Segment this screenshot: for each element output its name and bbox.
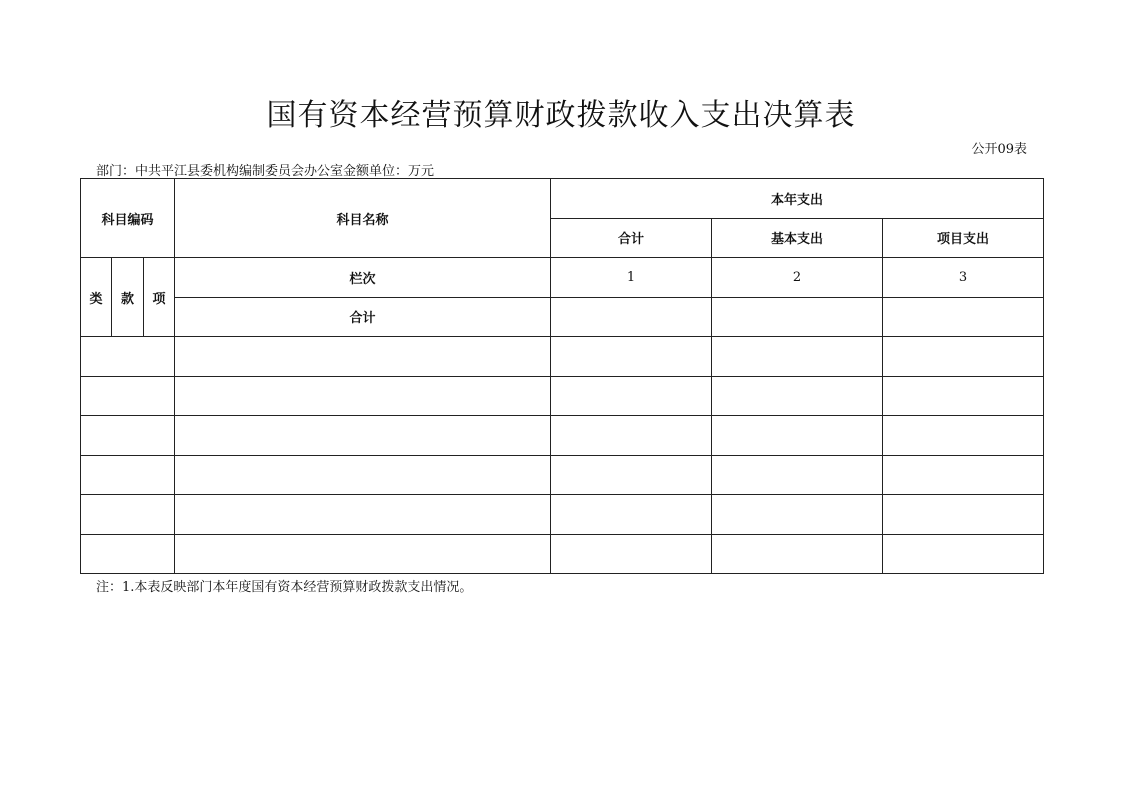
budget-table	[80, 178, 1044, 574]
code-cell	[81, 376, 175, 416]
name-cell	[175, 455, 551, 495]
header-row-1	[81, 179, 1044, 219]
basic-cell	[712, 337, 883, 377]
table-row	[81, 495, 1044, 535]
code-cell	[81, 495, 175, 535]
header-current-year-expense: 本年支出	[551, 179, 1044, 219]
row-column-index	[81, 258, 1044, 298]
total-project-cell	[883, 297, 1044, 337]
total-basic-cell	[712, 297, 883, 337]
table-row	[81, 416, 1044, 456]
form-code: 公开09表	[971, 142, 1027, 157]
header-subject-code: 科目编码	[81, 179, 175, 258]
total-cell	[551, 337, 712, 377]
basic-cell	[712, 495, 883, 535]
project-cell	[883, 376, 1044, 416]
total-cell	[551, 376, 712, 416]
table-row	[81, 337, 1044, 377]
code-cell	[81, 337, 175, 377]
code-cell	[81, 455, 175, 495]
name-cell	[175, 376, 551, 416]
name-cell	[175, 337, 551, 377]
total-cell	[551, 495, 712, 535]
basic-cell	[712, 416, 883, 456]
total-cell	[551, 297, 712, 337]
project-cell	[883, 534, 1044, 574]
header-basic-expense: 基本支出	[712, 218, 883, 258]
page-title: 国有资本经营预算财政拨款收入支出决算表	[266, 98, 856, 133]
header-section: 款	[112, 258, 144, 337]
code-cell	[81, 534, 175, 574]
basic-cell	[712, 534, 883, 574]
header-class: 类	[81, 258, 112, 337]
header-project-expense: 项目支出	[883, 218, 1044, 258]
name-cell	[175, 534, 551, 574]
header-subject-name: 科目名称	[175, 179, 551, 258]
column-index-3: 3	[883, 258, 1044, 298]
total-cell	[551, 416, 712, 456]
column-index-label: 栏次	[175, 258, 551, 298]
name-cell	[175, 495, 551, 535]
total-label: 合计	[175, 297, 551, 337]
project-cell	[883, 416, 1044, 456]
table-row	[81, 376, 1044, 416]
footnote: 注：1.本表反映部门本年度国有资本经营预算财政拨款支出情况。	[96, 580, 473, 595]
header-total: 合计	[551, 218, 712, 258]
table-row	[81, 455, 1044, 495]
total-cell	[551, 534, 712, 574]
column-index-2: 2	[712, 258, 883, 298]
row-total	[81, 297, 1044, 337]
total-cell	[551, 455, 712, 495]
basic-cell	[712, 455, 883, 495]
department-unit-line: 部门：中共平江县委机构编制委员会办公室金额单位：万元	[96, 164, 435, 179]
project-cell	[883, 337, 1044, 377]
project-cell	[883, 495, 1044, 535]
basic-cell	[712, 376, 883, 416]
project-cell	[883, 455, 1044, 495]
table-row	[81, 534, 1044, 574]
column-index-1: 1	[551, 258, 712, 298]
header-item: 项	[144, 258, 175, 337]
name-cell	[175, 416, 551, 456]
code-cell	[81, 416, 175, 456]
